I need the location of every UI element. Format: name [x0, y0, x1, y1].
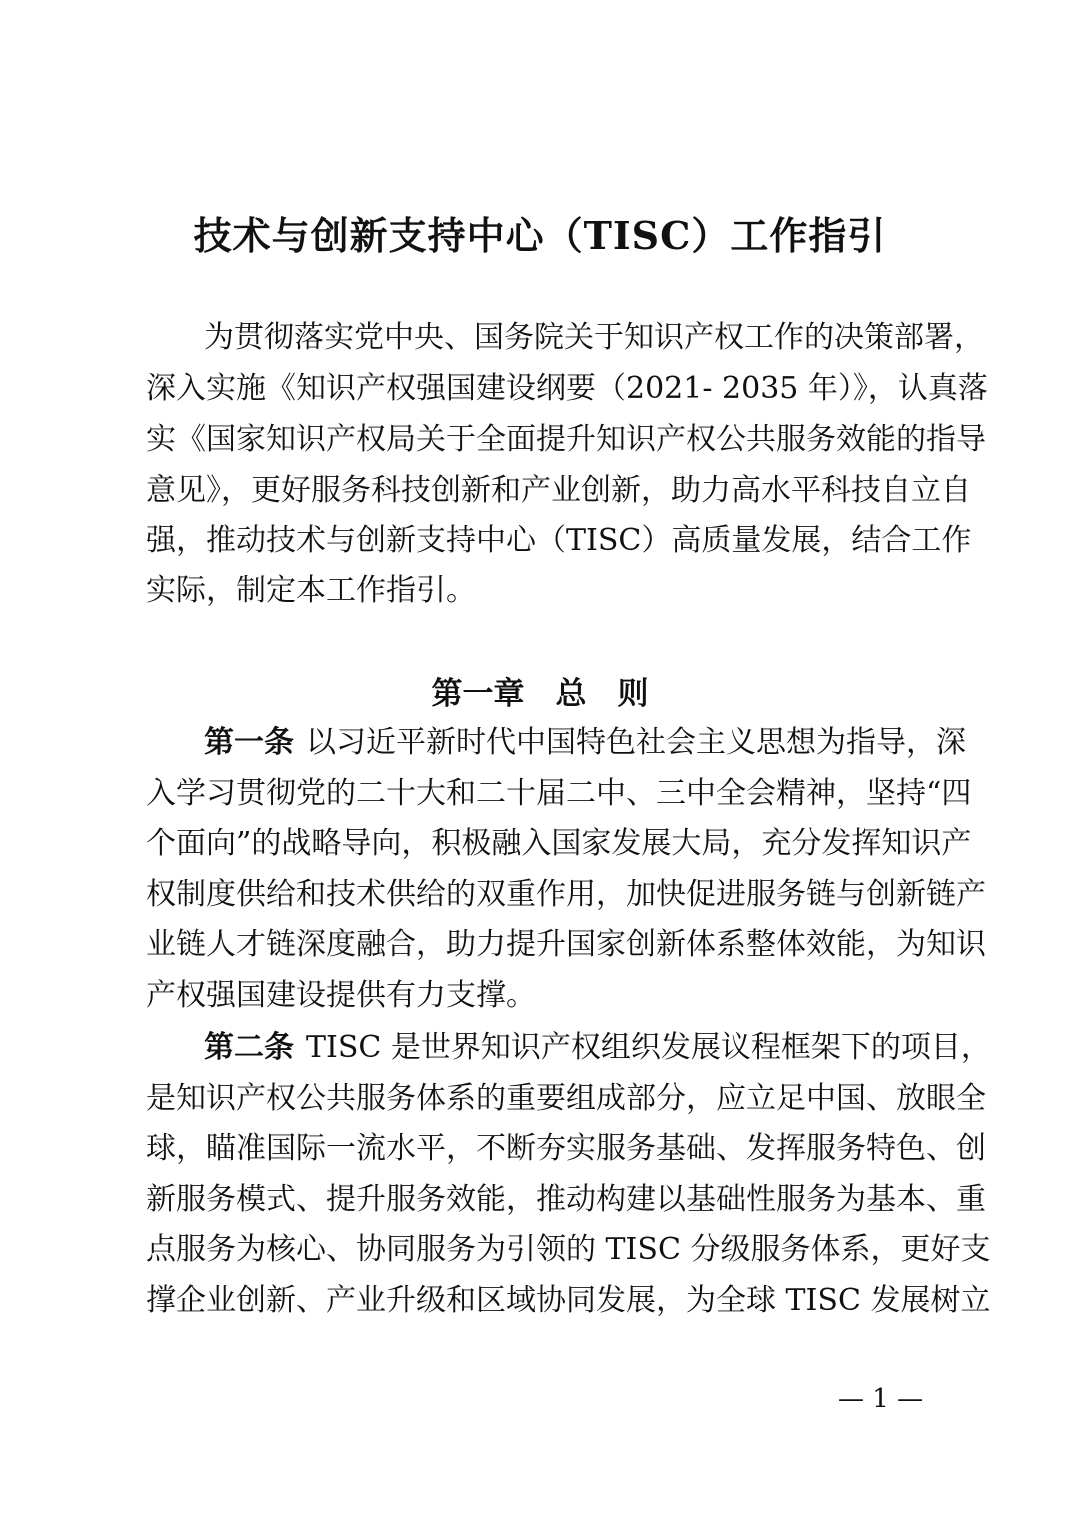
article-2-line: 是知识产权公共服务体系的重要组成部分，应立足中国、放眼全	[146, 1081, 986, 1116]
article-2-line: 新服务模式、提升服务效能，推动构建以基础性服务为基本、重	[146, 1182, 986, 1217]
article-2-label: 第二条	[204, 1030, 294, 1065]
preamble-line: 深入实施《知识产权强国建设纲要（2021- 2035 年）》，认真落	[146, 371, 988, 406]
article-2-line: 球，瞄准国际一流水平，不断夯实服务基础、发挥服务特色、创	[146, 1131, 986, 1166]
article-1-label: 第一条	[204, 725, 294, 760]
article-2-text: TISC 是世界知识产权组织发展议程框架下的项目，	[306, 1030, 991, 1065]
preamble-line: 意见》，更好服务科技创新和产业创新，助力高水平科技自立自	[146, 473, 971, 508]
document-title: 技术与创新支持中心（TISC）工作指引	[193, 213, 887, 258]
preamble-line: 实际，制定本工作指引。	[146, 573, 476, 608]
article-1-line: 权制度供给和技术供给的双重作用，加快促进服务链与创新链产	[146, 877, 986, 912]
article-1-line	[204, 723, 966, 763]
article-2-line	[204, 1028, 991, 1068]
chapter-heading: 第一章 总 则	[431, 676, 649, 712]
article-1-line: 产权强国建设提供有力支撑。	[146, 978, 536, 1013]
article-1-line: 入学习贯彻党的二十大和二十届二中、三中全会精神，坚持“四	[146, 776, 972, 811]
article-1-line: 个面向”的战略导向，积极融入国家发展大局，充分发挥知识产	[146, 826, 972, 861]
article-2-line: 撑企业创新、产业升级和区域协同发展，为全球 TISC 发展树立	[146, 1283, 991, 1318]
article-1-text: 以习近平新时代中国特色社会主义思想为指导，深	[306, 725, 966, 760]
preamble-line: 强，推动技术与创新支持中心（TISC）高质量发展，结合工作	[146, 523, 972, 558]
article-2-line: 点服务为核心、协同服务为引领的 TISC 分级服务体系，更好支	[146, 1232, 991, 1267]
preamble-line: 为贯彻落实党中央、国务院关于知识产权工作的决策部署，	[204, 320, 984, 355]
preamble-line: 实《国家知识产权局关于全面提升知识产权公共服务效能的指导	[146, 422, 986, 457]
article-1-line: 业链人才链深度融合，助力提升国家创新体系整体效能，为知识	[146, 927, 986, 962]
page-number: — 1 —	[838, 1384, 924, 1414]
